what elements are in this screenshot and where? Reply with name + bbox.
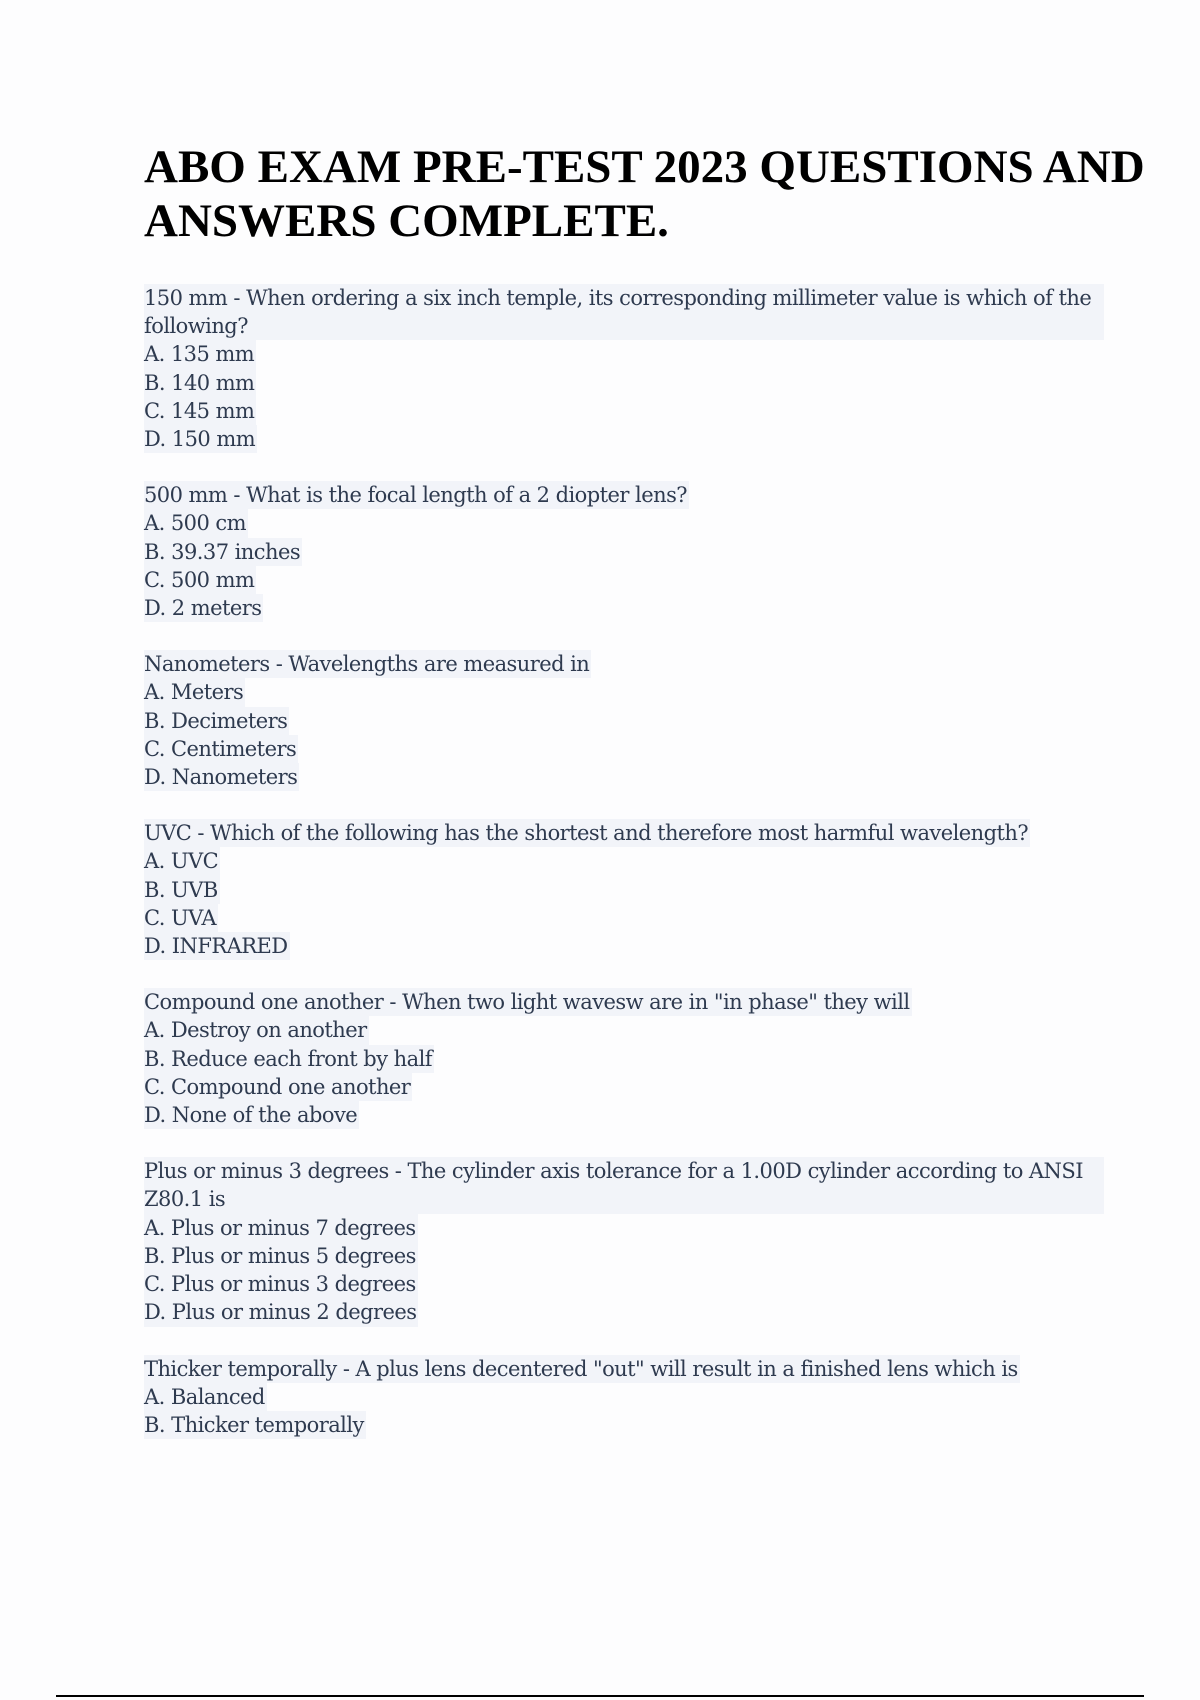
answer-option: A. 135 mm [144,340,256,368]
question-text: UVC - Which of the following has the shortest and therefore most harmful wavelength? [144,819,1030,847]
answer-option: B. Plus or minus 5 degrees [144,1242,418,1270]
answer-option: B. Reduce each front by half [144,1045,434,1073]
question-text: Thicker temporally - A plus lens decentered "out" will result in a finished lens which is [144,1355,1020,1383]
answer-option: C. Plus or minus 3 degrees [144,1270,418,1298]
answer-option: A. 500 cm [144,509,248,537]
question-block-1 [144,284,1104,453]
question-text: 500 mm - What is the focal length of a 2 diopter lens? [144,481,689,509]
answer-option: A. Plus or minus 7 degrees [144,1214,418,1242]
answer-option: C. 500 mm [144,566,256,594]
question-text: Plus or minus 3 degrees - The cylinder axis tolerance for a 1.00D cylinder according to ANSI Z80.1 is [144,1157,1104,1213]
question-block-6 [144,1157,1104,1326]
answer-option: D. None of the above [144,1101,359,1129]
question-block-7 [144,1355,1104,1440]
answer-option: A. Destroy on another [144,1016,369,1044]
question-text: 150 mm - When ordering a six inch temple, its corresponding millimeter value is which of the following? [144,284,1104,340]
question-block-5 [144,988,1104,1129]
question-block-4 [144,819,1104,960]
answer-option: D. Nanometers [144,763,299,791]
question-list [144,284,1104,1467]
document-title: ABO EXAM PRE-TEST 2023 QUESTIONS AND ANSWERS COMPLETE. [144,141,1145,247]
answer-option: C. 145 mm [144,397,256,425]
answer-option: B. Thicker temporally [144,1411,366,1439]
answer-option: D. 2 meters [144,594,263,622]
footer-divider [56,1695,1144,1697]
answer-option: B. Decimeters [144,707,289,735]
answer-option: A. Meters [144,678,245,706]
question-text: Nanometers - Wavelengths are measured in [144,650,591,678]
answer-option: A. UVC [144,847,220,875]
answer-option: C. Compound one another [144,1073,412,1101]
answer-option: C. UVA [144,904,218,932]
question-block-2 [144,481,1104,622]
answer-option: D. Plus or minus 2 degrees [144,1298,418,1326]
answer-option: D. 150 mm [144,425,257,453]
question-block-3 [144,650,1104,791]
answer-option: B. UVB [144,876,220,904]
answer-option: A. Balanced [144,1383,267,1411]
question-text: Compound one another - When two light wavesw are in "in phase" they will [144,988,912,1016]
answer-option: C. Centimeters [144,735,298,763]
answer-option: B. 140 mm [144,369,256,397]
answer-option: B. 39.37 inches [144,538,302,566]
answer-option: D. INFRARED [144,932,290,960]
